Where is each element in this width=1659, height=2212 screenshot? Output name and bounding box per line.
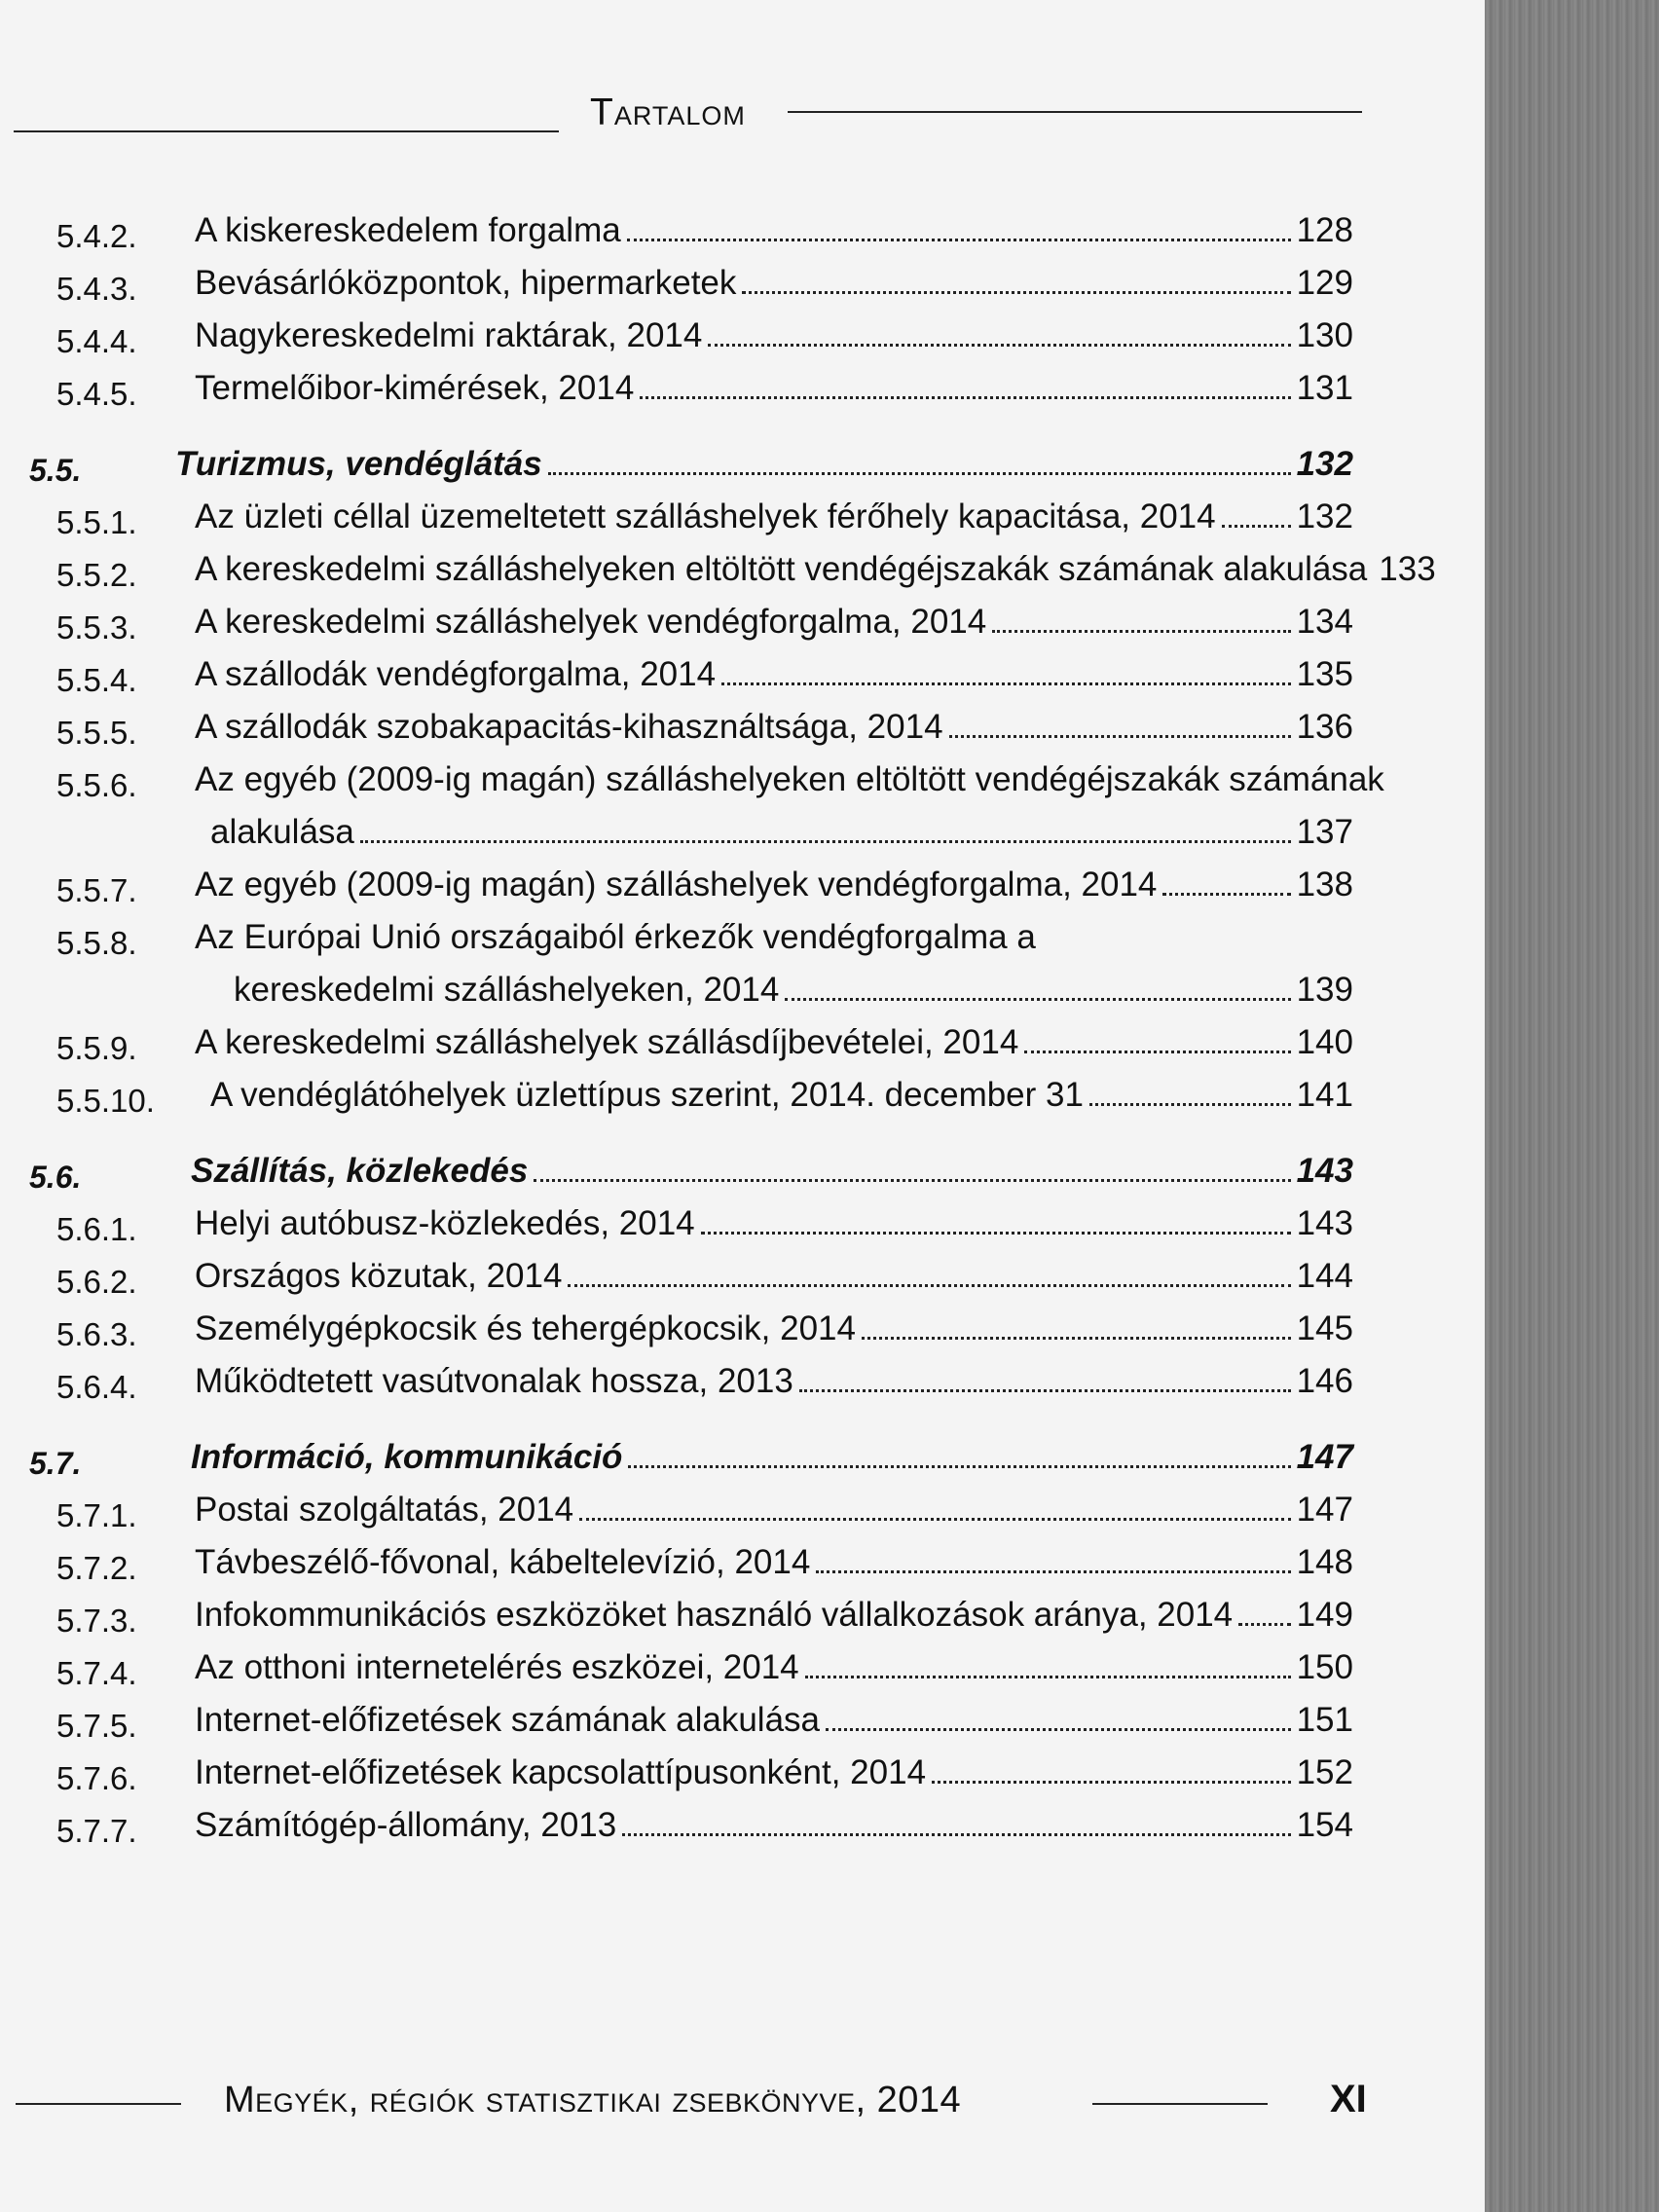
toc-entry[interactable] xyxy=(29,1747,1353,1799)
toc-section-number: 5.5. xyxy=(29,453,82,488)
toc-leader-dots xyxy=(949,706,1291,738)
toc-entry-title: Internet-előfizetések számának alakulása xyxy=(195,1701,821,1739)
toc-entry-number: 5.6.2. xyxy=(56,1264,137,1300)
toc-section-heading[interactable] xyxy=(29,415,1353,491)
toc-entry[interactable] xyxy=(29,1641,1353,1694)
header-title: Tartalom xyxy=(590,92,746,133)
toc-entry-number: 5.5.7. xyxy=(56,872,137,908)
toc-entry-page: 132 xyxy=(1296,498,1353,535)
toc-leader-dots xyxy=(721,653,1291,685)
toc-entry[interactable] xyxy=(29,543,1436,596)
toc-entry[interactable] xyxy=(29,1250,1353,1303)
toc-entry-page: 141 xyxy=(1296,1076,1353,1114)
toc-entry[interactable] xyxy=(29,1355,1353,1408)
toc-leader-dots xyxy=(862,1308,1291,1340)
toc-leader-dots xyxy=(799,1360,1291,1392)
toc-section-page: 147 xyxy=(1296,1438,1353,1476)
toc-leader-dots xyxy=(627,209,1291,241)
toc-entry-page: 129 xyxy=(1296,264,1353,302)
toc-entry-page: 130 xyxy=(1296,316,1353,354)
toc-leader-dots xyxy=(579,1489,1290,1521)
toc-leader-dots xyxy=(534,1150,1290,1182)
toc-leader-dots xyxy=(708,314,1290,347)
toc-entry-number: 5.4.5. xyxy=(56,376,137,412)
toc-leader-dots xyxy=(742,262,1290,294)
toc-entry[interactable] xyxy=(29,911,1353,1016)
toc-entry-title: Az üzleti céllal üzemeltetett szálláshelyek férőhely kapacitása, 2014 xyxy=(195,498,1216,535)
toc-entry-title: Nagykereskedelmi raktárak, 2014 xyxy=(195,316,703,354)
toc-entry-number: 5.5.3. xyxy=(56,609,137,645)
toc-leader-dots xyxy=(785,969,1290,1001)
toc-leader-dots xyxy=(816,1541,1290,1573)
toc-entry-number: 5.5.2. xyxy=(56,557,137,593)
toc-entry-title: Helyi autóbusz-közlekedés, 2014 xyxy=(195,1204,695,1242)
footer-rule-left xyxy=(16,2103,181,2105)
toc-entry-page: 139 xyxy=(1296,971,1353,1009)
toc-entry-title: Távbeszélő-fővonal, kábeltelevízió, 2014 xyxy=(195,1543,811,1581)
page-edge-background xyxy=(1485,0,1659,2212)
toc-leader-dots xyxy=(628,1436,1290,1468)
toc-entry-number: 5.5.9. xyxy=(56,1030,137,1066)
toc-leader-dots xyxy=(992,601,1290,633)
toc-leader-dots xyxy=(1162,864,1290,896)
toc-entry-number: 5.5.4. xyxy=(56,662,137,698)
toc-section-title: Szállítás, közlekedés xyxy=(191,1152,529,1190)
toc-entry-page: 133 xyxy=(1379,550,1436,588)
toc-entry-title: A szállodák szobakapacitás-kihasználtsága, 2014 xyxy=(195,708,943,746)
toc-entry-page: 149 xyxy=(1296,1596,1353,1634)
toc-entry-title: Postai szolgáltatás, 2014 xyxy=(195,1491,574,1529)
toc-entry-page: 137 xyxy=(1296,813,1353,851)
toc-entry[interactable] xyxy=(29,1069,1353,1122)
toc-entry-title: Termelőibor-kimérések, 2014 xyxy=(195,369,635,407)
toc-leader-dots xyxy=(1089,1074,1291,1106)
toc-entry-number: 5.5.1. xyxy=(56,504,137,540)
toc-entry[interactable] xyxy=(29,648,1353,701)
table-of-contents xyxy=(29,204,1436,1852)
toc-entry[interactable] xyxy=(29,204,1353,257)
toc-entry-page: 145 xyxy=(1296,1309,1353,1347)
toc-entry-title: Az egyéb (2009-ig magán) szálláshelyek vendégforgalma, 2014 xyxy=(195,866,1158,903)
toc-entry-title-line1: Az egyéb (2009-ig magán) szálláshelyeken eltöltött vendégéjszakák számának xyxy=(195,760,1384,798)
toc-entry[interactable] xyxy=(29,310,1353,362)
toc-leader-dots xyxy=(568,1255,1290,1287)
toc-entry-page: 138 xyxy=(1296,866,1353,903)
toc-entry-number: 5.4.2. xyxy=(56,218,137,254)
toc-entry-title: A szállodák vendégforgalma, 2014 xyxy=(195,655,717,693)
toc-entry[interactable] xyxy=(29,1198,1353,1250)
toc-section-title: Turizmus, vendéglátás xyxy=(175,445,542,483)
toc-entry-number: 5.6.1. xyxy=(56,1211,137,1247)
toc-entry[interactable] xyxy=(29,859,1353,911)
toc-leader-dots xyxy=(622,1804,1290,1836)
toc-leader-dots xyxy=(640,367,1290,399)
toc-entry[interactable] xyxy=(29,257,1353,310)
toc-section-page: 132 xyxy=(1296,445,1353,483)
page-header xyxy=(14,92,1357,142)
footer-rule-right xyxy=(1092,2103,1268,2105)
toc-entry-number: 5.7.7. xyxy=(56,1813,137,1849)
toc-entry-page: 148 xyxy=(1296,1543,1353,1581)
toc-entry-number: 5.4.4. xyxy=(56,323,137,359)
toc-entry-number: 5.7.5. xyxy=(56,1708,137,1744)
toc-leader-dots xyxy=(1238,1594,1290,1626)
toc-entry-number: 5.4.3. xyxy=(56,271,137,307)
toc-entry-title: Országos közutak, 2014 xyxy=(195,1257,563,1295)
toc-entry-number: 5.7.1. xyxy=(56,1497,137,1533)
toc-entry-page: 134 xyxy=(1296,603,1353,641)
toc-entry-page: 150 xyxy=(1296,1648,1353,1686)
toc-entry[interactable] xyxy=(29,362,1353,415)
toc-entry-page: 144 xyxy=(1296,1257,1353,1295)
toc-entry-title: A kiskereskedelem forgalma xyxy=(195,211,621,249)
toc-entry-title: Működtetett vasútvonalak hossza, 2013 xyxy=(195,1362,793,1400)
toc-section-title: Információ, kommunikáció xyxy=(191,1438,623,1476)
toc-section-heading[interactable] xyxy=(29,1122,1353,1198)
toc-entry[interactable] xyxy=(29,754,1384,859)
toc-entry-page: 154 xyxy=(1296,1806,1353,1844)
toc-entry-page: 143 xyxy=(1296,1204,1353,1242)
page-footer xyxy=(16,2074,1369,2132)
toc-entry-title: Bevásárlóközpontok, hipermarketek xyxy=(195,264,737,302)
toc-entry-page: 136 xyxy=(1296,708,1353,746)
toc-entry-page: 147 xyxy=(1296,1491,1353,1529)
toc-entry-page: 128 xyxy=(1296,211,1353,249)
toc-entry-page: 140 xyxy=(1296,1023,1353,1061)
toc-entry-page: 152 xyxy=(1296,1753,1353,1791)
toc-entry[interactable] xyxy=(29,1303,1353,1355)
toc-entry-title: Számítógép-állomány, 2013 xyxy=(195,1806,617,1844)
toc-entry[interactable] xyxy=(29,596,1353,648)
toc-leader-dots xyxy=(360,811,1291,843)
toc-entry-number: 5.5.5. xyxy=(56,715,137,751)
toc-entry-title: A kereskedelmi szálláshelyeken eltöltött vendégéjszakák számának alakulása xyxy=(195,550,1368,588)
toc-leader-dots xyxy=(826,1699,1291,1731)
toc-entry-title: Személygépkocsik és tehergépkocsik, 2014 xyxy=(195,1309,856,1347)
toc-entry-page: 131 xyxy=(1296,369,1353,407)
toc-entry-number: 5.5.6. xyxy=(56,767,137,803)
toc-entry-title: Internet-előfizetések kapcsolattípusonként, 2014 xyxy=(195,1753,927,1791)
toc-entry-title: A kereskedelmi szálláshelyek szállásdíjbevételei, 2014 xyxy=(195,1023,1019,1061)
header-rule-right xyxy=(788,111,1362,113)
toc-entry-number: 5.7.4. xyxy=(56,1655,137,1691)
toc-entry-title: A vendéglátóhelyek üzlettípus szerint, 2014. december 31 xyxy=(210,1076,1084,1114)
toc-entry-title-line2: kereskedelmi szálláshelyeken, 2014 xyxy=(234,971,780,1009)
toc-entry-number: 5.5.10. xyxy=(56,1083,155,1119)
toc-entry[interactable] xyxy=(29,1484,1353,1536)
toc-section-number: 5.6. xyxy=(29,1160,82,1195)
toc-entry-page: 151 xyxy=(1296,1701,1353,1739)
toc-entry[interactable] xyxy=(29,1016,1353,1069)
header-rule-left xyxy=(14,130,559,132)
footer-page-number: XI xyxy=(1330,2078,1367,2120)
toc-leader-dots xyxy=(1024,1021,1290,1053)
toc-entry-page: 135 xyxy=(1296,655,1353,693)
toc-leader-dots xyxy=(932,1751,1291,1784)
toc-entry-number: 5.6.4. xyxy=(56,1369,137,1405)
toc-entry[interactable] xyxy=(29,1589,1353,1641)
toc-entry-title: Infokommunikációs eszközöket használó vállalkozások aránya, 2014 xyxy=(195,1596,1234,1634)
toc-entry-number: 5.7.6. xyxy=(56,1760,137,1796)
toc-entry-title: A kereskedelmi szálláshelyek vendégforgalma, 2014 xyxy=(195,603,987,641)
toc-leader-dots xyxy=(1222,496,1291,528)
toc-section-heading[interactable] xyxy=(29,1408,1353,1484)
toc-entry[interactable] xyxy=(29,701,1353,754)
toc-entry-page: 146 xyxy=(1296,1362,1353,1400)
toc-entry-number: 5.7.3. xyxy=(56,1603,137,1639)
toc-entry-number: 5.7.2. xyxy=(56,1550,137,1586)
toc-section-number: 5.7. xyxy=(29,1446,82,1481)
toc-entry-title-line2: alakulása xyxy=(210,813,354,851)
toc-entry-title: Az otthoni internetelérés eszközei, 2014 xyxy=(195,1648,799,1686)
toc-entry-number: 5.5.8. xyxy=(56,925,137,961)
toc-entry-number: 5.6.3. xyxy=(56,1316,137,1352)
toc-entry[interactable] xyxy=(29,1694,1353,1747)
toc-section-page: 143 xyxy=(1296,1152,1353,1190)
toc-entry[interactable] xyxy=(29,1799,1353,1852)
toc-entry[interactable] xyxy=(29,491,1353,543)
toc-leader-dots xyxy=(701,1202,1291,1235)
toc-entry[interactable] xyxy=(29,1536,1353,1589)
toc-entry-title-line1: Az Európai Unió országaiból érkezők vendégforgalma a xyxy=(195,918,1036,956)
toc-leader-dots xyxy=(805,1646,1291,1678)
toc-leader-dots xyxy=(548,443,1291,475)
footer-title: Megyék, régiók statisztikai zsebkönyve, 2014 xyxy=(224,2080,962,2120)
